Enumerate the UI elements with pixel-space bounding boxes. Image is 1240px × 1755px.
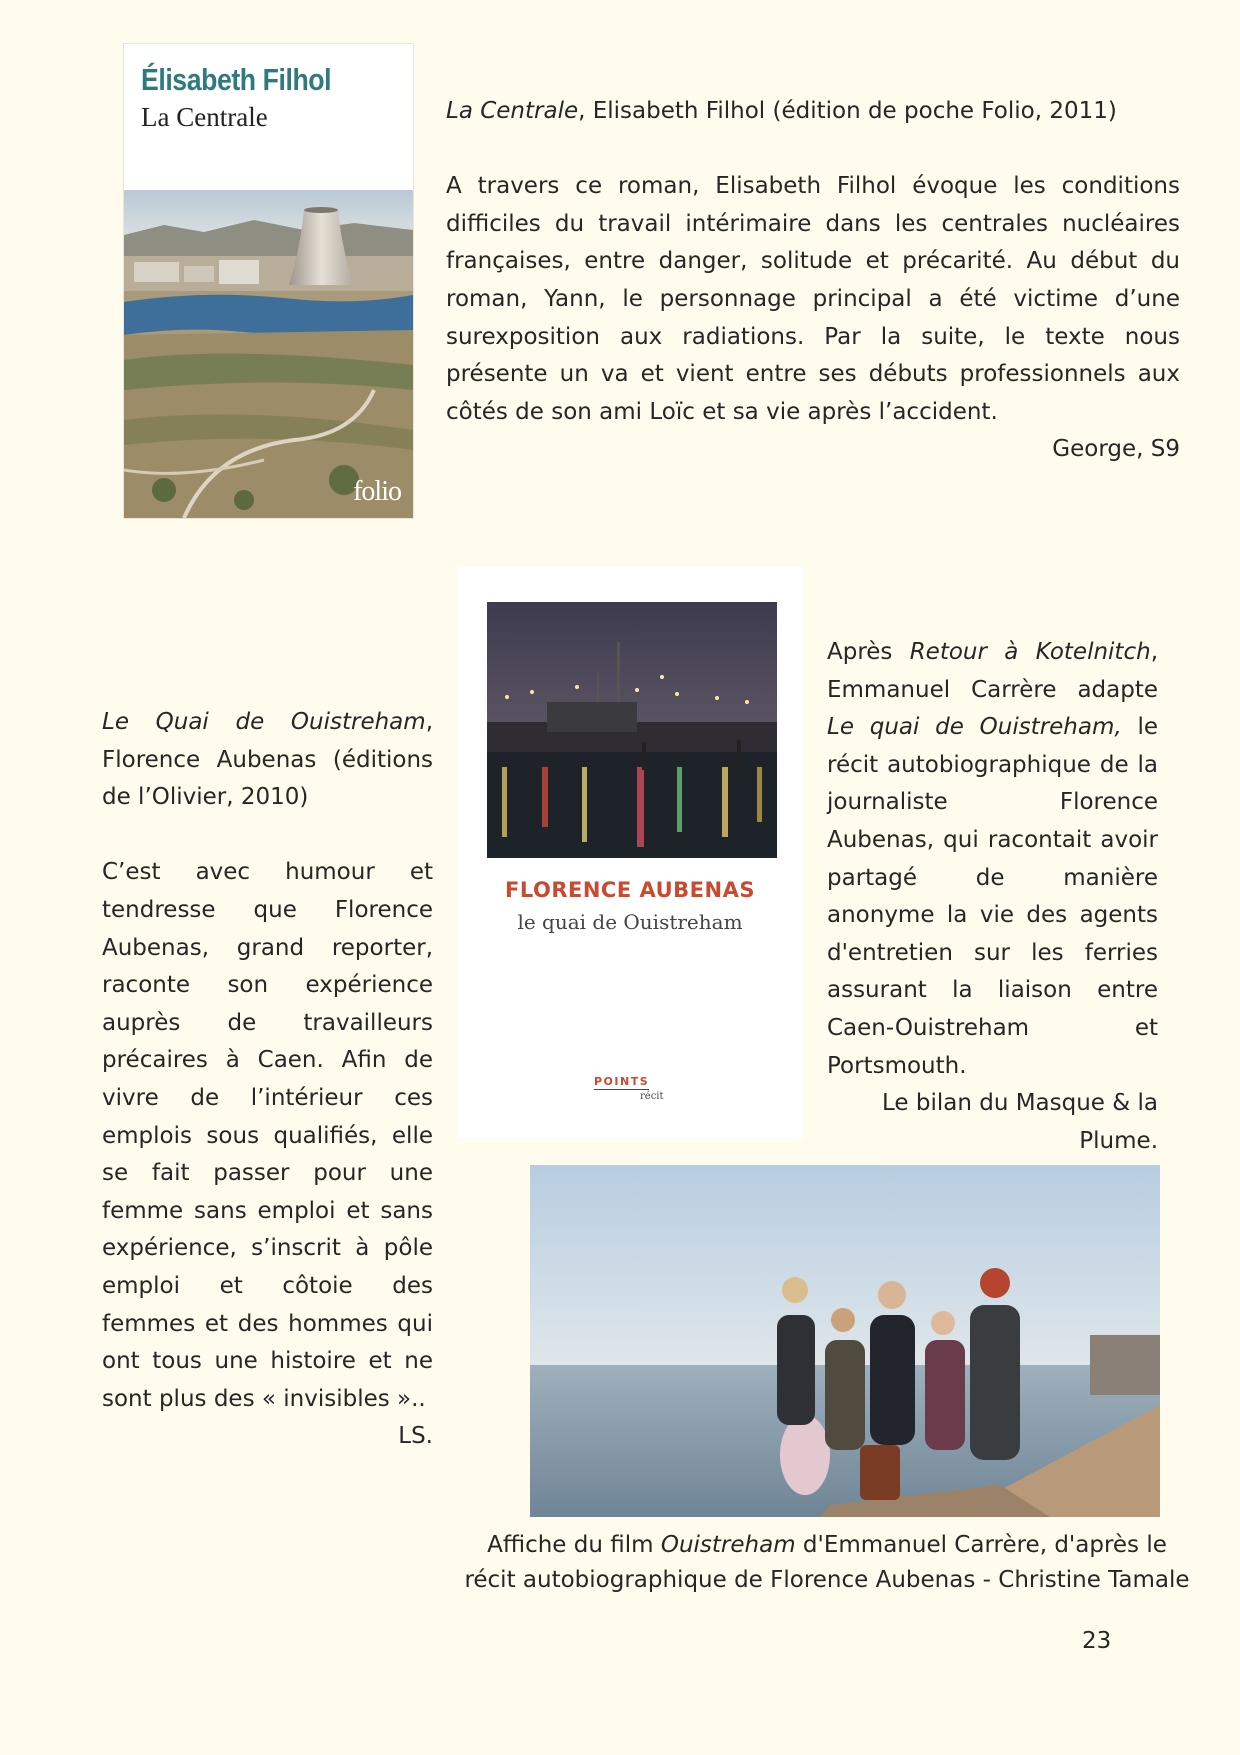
book2-review: C’est avec humour et tendresse que Florence Aubenas, grand reporter, raconte son expérience auprès de travailleurs précaires à Caen. Afin de vivre de l’intérieur ces emplois sous qualifiés, elle se fait passer pour une femme sans emploi et sans expérience, s’inscrit à pôle emploi et côtoie des femmes et des hommes qui ont tous une histoire et ne sont plus des « invisibles ».. xyxy=(102,859,433,1412)
book2-title: Le Quai de Ouistreham xyxy=(102,709,426,735)
film-review-block xyxy=(827,634,1158,1160)
film-signature: Le bilan du Masque & la Plume. xyxy=(881,1090,1158,1154)
publisher-logo-points: POINTS xyxy=(594,1075,650,1088)
cover-photo-nuclear-plant xyxy=(124,190,413,518)
film-review: Après Retour à Kotelnitch, Emmanuel Carrère adapte Le quai de Ouistreham, le récit autobiographique de la journaliste Florence Aubenas, qui racontait avoir partagé de manière anonyme la vie des agents d'entretien sur les ferries assurant la liaison entre Caen-Ouistreham et Portsmouth. xyxy=(827,639,1158,1079)
book1-review: A travers ce roman, Elisabeth Filhol évoque les conditions difficiles du travail intérimaire dans les centrales nucléaires françaises, entre danger, solitude et précarité. Au début du roman, Yann, le personnage principal a été victime d’une surexposition aux radiations. Par la suite, le texte nous présente un va et vient entre ses débuts professionnels aux côtés de son ami Loïc et sa vie après l’accident. xyxy=(446,173,1180,425)
film-caption: Affiche du film Ouistreham d'Emmanuel Carrère, d'après le récit autobiographique de Florence Aubenas - Christine Tamale xyxy=(464,1532,1190,1593)
cover2-author: FLORENCE AUBENAS xyxy=(505,878,755,902)
book1-review-block xyxy=(446,93,1180,469)
book1-heading: La Centrale, Elisabeth Filhol (édition de poche Folio, 2011) xyxy=(446,98,1117,124)
cover-author: Élisabeth Filhol xyxy=(141,62,332,97)
page-number: 23 xyxy=(1082,1628,1112,1654)
film-poster-photo xyxy=(530,1165,1160,1517)
collection-label: récit xyxy=(640,1091,664,1102)
cover-photo-harbour-night xyxy=(487,602,777,858)
book2-signature: LS. xyxy=(398,1423,433,1450)
book-cover-quai-de-ouistreham xyxy=(457,567,803,1138)
book1-title: La Centrale xyxy=(446,98,579,124)
cover2-title: le quai de Ouistreham xyxy=(517,910,743,934)
cover-title: La Centrale xyxy=(141,102,268,132)
book2-heading: Le Quai de Ouistreham, Florence Aubenas (éditions de l’Olivier, 2010) xyxy=(102,709,433,811)
book1-signature: George, S9 xyxy=(1052,436,1180,463)
publisher-logo-folio: folio xyxy=(353,476,401,507)
book-cover-la-centrale xyxy=(124,44,413,518)
book2-review-block xyxy=(102,704,433,1456)
